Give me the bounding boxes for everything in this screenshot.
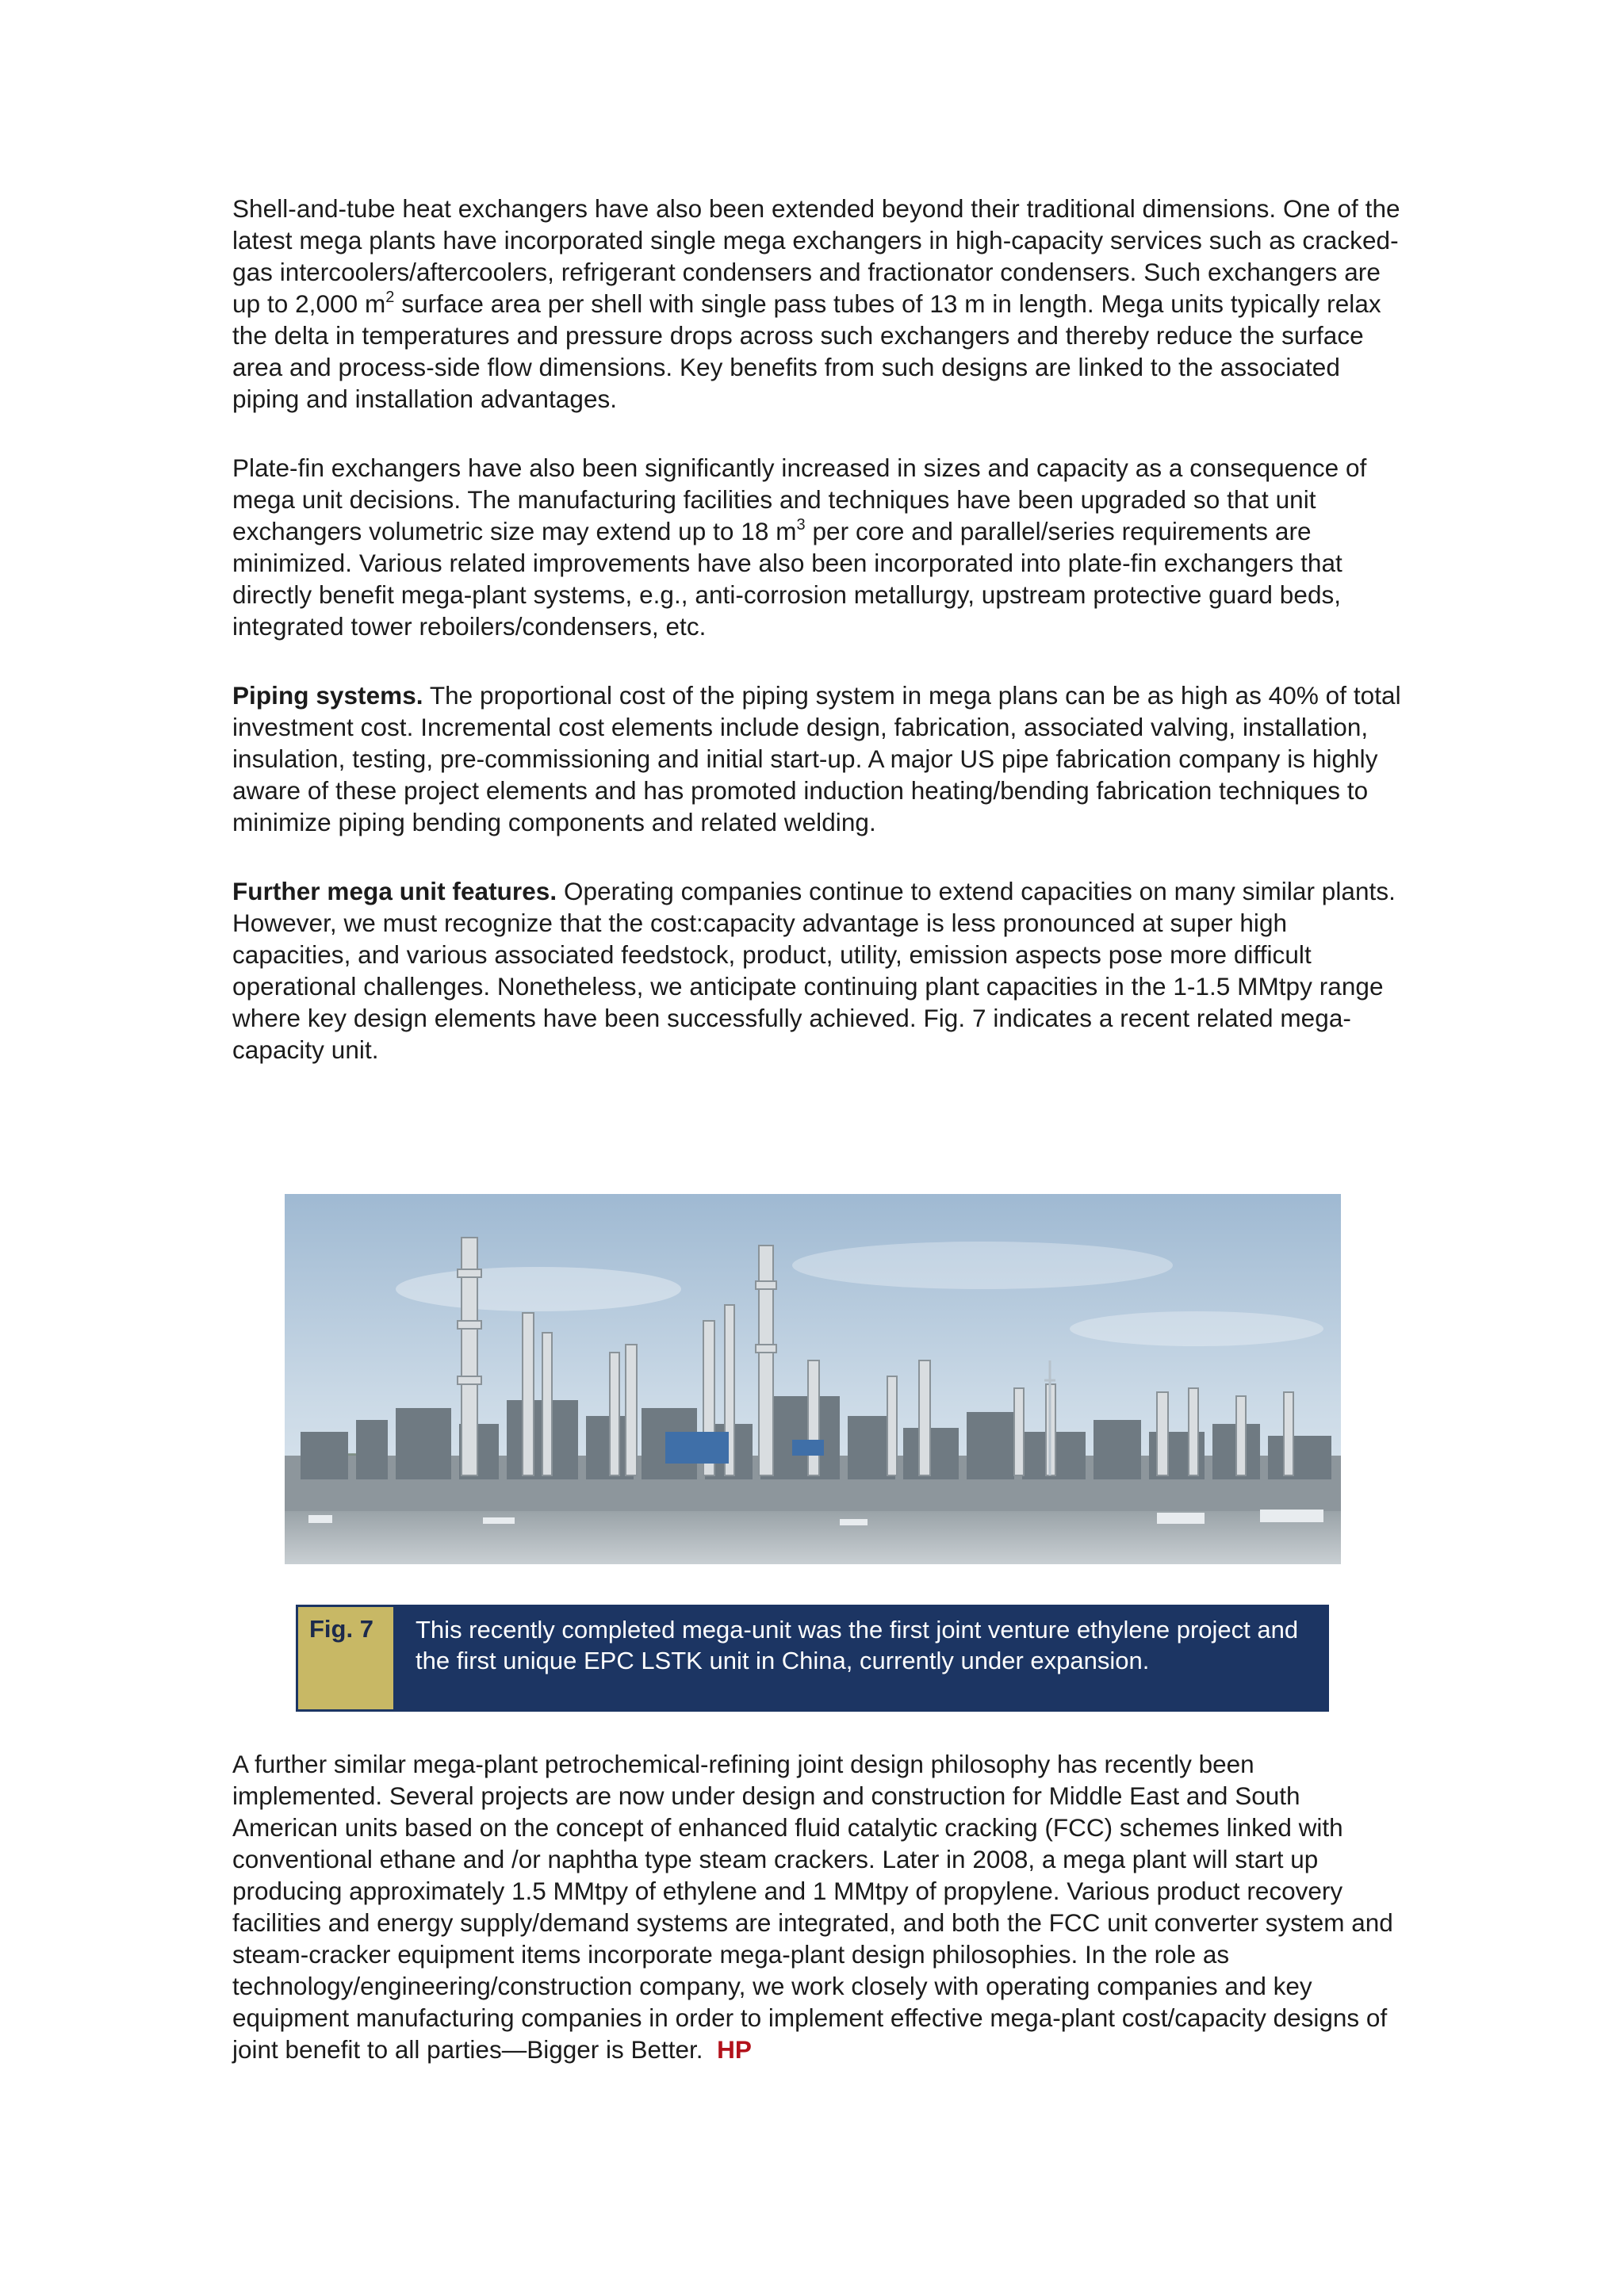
text-run: surface area per shell with single pass tubes of 13 m in length. Mega units typically relax the delta in temperatures and pressure drops across such exchangers and thereby reduce the surface area and process-side flow dimensions. Key benefits from such designs are linked to the associated piping and installation advantages.	[232, 289, 1381, 413]
text-run: Plate-fin exchangers have also been significantly increased in sizes and capacity as a consequence of mega unit decisions. The manufacturing facilities and techniques have been upgraded so that unit exchangers volumetric size may extend up to 18 m	[232, 453, 1367, 545]
text-run: Operating companies continue to extend capacities on many similar plants. However, we must recognize that the cost:capacity advantage is less pronounced at super high capacities, and various associated feedstock, product, utility, emission aspects pose more difficult operational challenges. Nonetheless, we anticipate continuing plant capacities in the 1-1.5 MMtpy range where key design elements have been successfully achieved. Fig. 7 indicates a recent related mega-capacity unit.	[232, 877, 1396, 1064]
figure-caption: This recently completed mega-unit was the first joint venture ethylene project and the first unique EPC LSTK unit in China, currently under expansion.	[416, 1616, 1299, 1674]
hp-end-mark: HP	[717, 2035, 752, 2064]
paragraph-piping-systems	[232, 679, 1406, 838]
paragraph-shell-and-tube	[232, 193, 1406, 415]
text-run: The proportional cost of the piping system in mega plans can be as high as 40% of total investment cost. Incremental cost elements include design, fabrication, associated valving, installation, insulation, testing, pre-commissioning and initial start-up. A major US pipe fabrication company is highly aware of these project elements and has promoted induction heating/bending fabrication techniques to minimize piping bending components and related welding.	[232, 681, 1401, 836]
paragraph-plate-fin	[232, 452, 1406, 642]
text-run: per core and parallel/series requirements are minimized. Various related improvements have also been incorporated into plate-fin exchangers that directly benefit mega-plant systems, e.g., anti-corrosion metallurgy, upstream protective guard beds, integrated tower reboilers/condensers, etc.	[232, 517, 1342, 641]
paragraph-further-features	[232, 875, 1406, 1066]
refinery-photo	[285, 1194, 1341, 1564]
section-heading: Further mega unit features.	[232, 877, 557, 905]
section-heading: Piping systems.	[232, 681, 423, 710]
figure-caption-box	[296, 1605, 1329, 1712]
article-body	[232, 193, 1406, 1103]
refinery-illustration	[285, 1194, 1341, 1564]
text-run: A further similar mega-plant petrochemical-refining joint design philosophy has recently been implemented. Several projects are now under design and construction for Middle East and South American units based on the concept of enhanced fluid catalytic cracking (FCC) schemes linked with conventional ethane and /or naphtha type steam crackers. Later in 2008, a mega plant will start up producing approximately 1.5 MMtpy of ethylene and 1 MMtpy of propylene. Various product recovery facilities and energy supply/demand systems are integrated, and both the FCC unit converter system and steam-cracker equipment items incorporate mega-plant design philosophies. In the role as technology/engineering/construction company, we work closely with operating companies and key equipment manufacturing companies in order to implement effective mega-plant cost/capacity designs of joint benefit to all parties—Bigger is Better.	[232, 1750, 1393, 2064]
superscript: 3	[796, 515, 806, 534]
paragraph-joint-design	[232, 1748, 1406, 2065]
text-run: Shell-and-tube heat exchangers have also been extended beyond their traditional dimensions. One of the latest mega plants have incorporated single mega exchangers in high-capacity services such as cracked-gas intercoolers/aftercoolers, refrigerant condensers and fractionator condensers. Such exchangers are up to 2,000 m	[232, 194, 1400, 318]
figure-label: Fig. 7	[298, 1607, 393, 1709]
superscript: 2	[385, 288, 395, 306]
